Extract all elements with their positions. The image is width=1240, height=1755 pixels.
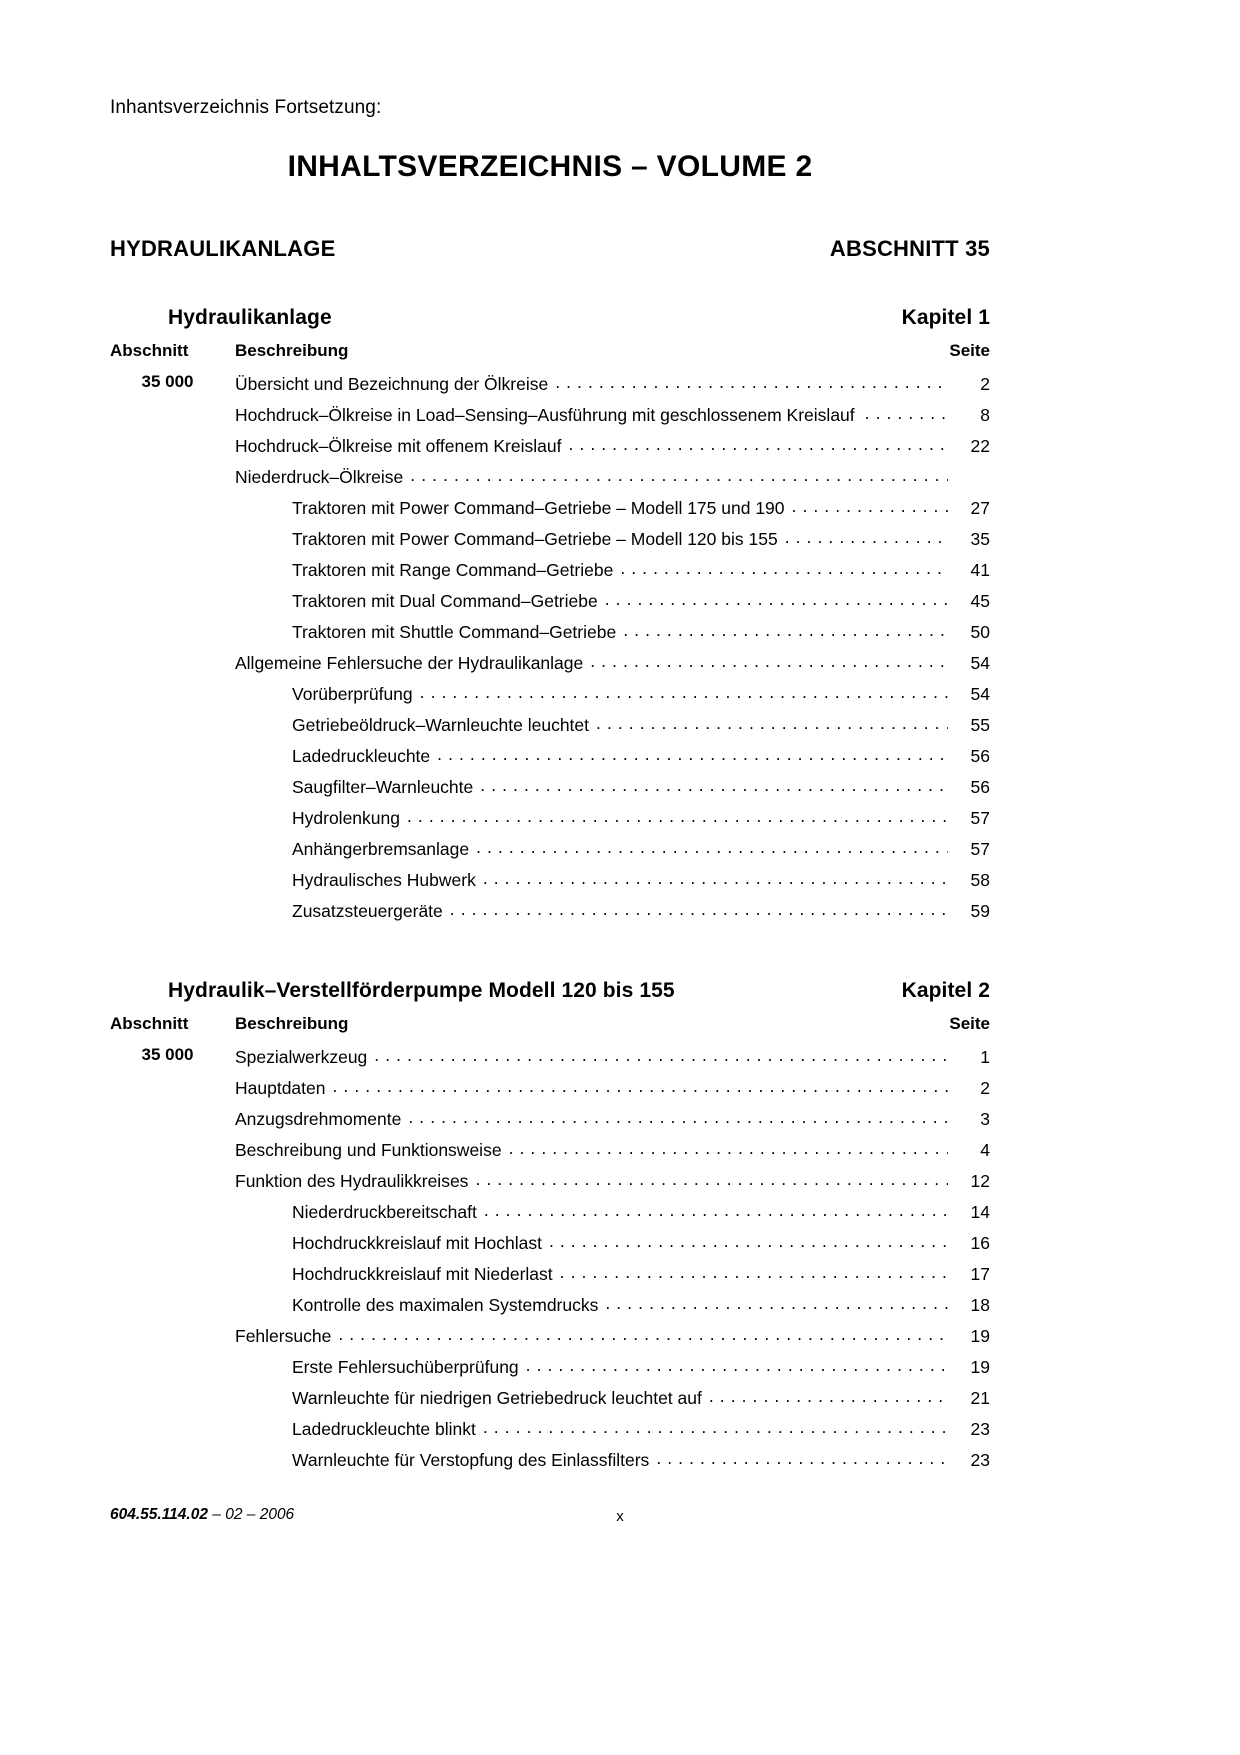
toc-entry-page: 23 xyxy=(970,1449,990,1470)
toc-entry-label: Hydraulisches Hubwerk xyxy=(292,869,476,890)
column-header-description: Beschreibung xyxy=(235,1014,349,1033)
toc-entry-page: 23 xyxy=(970,1418,990,1439)
toc-entry-page: 55 xyxy=(970,714,990,735)
toc-entry-page: 16 xyxy=(970,1232,990,1253)
toc-row[interactable] xyxy=(110,1383,990,1414)
section-label: ABSCHNITT 35 xyxy=(829,236,990,261)
dot-leader xyxy=(338,1324,948,1342)
toc-entry-page: 14 xyxy=(970,1201,990,1222)
page-footer xyxy=(110,1506,1130,1530)
toc-entry-page: 21 xyxy=(970,1387,990,1408)
chapter-title: Hydraulik–Verstellförderpumpe Modell 120 bis 155 xyxy=(168,979,675,1002)
toc-entry-page: 57 xyxy=(970,838,990,859)
dot-leader xyxy=(374,1045,948,1063)
toc-entry-page: 27 xyxy=(970,497,990,518)
toc-entry-label: Vorüberprüfung xyxy=(292,683,413,704)
toc-entry-label: Traktoren mit Shuttle Command–Getriebe xyxy=(292,621,617,642)
toc-row[interactable] xyxy=(110,1352,990,1383)
toc-entry-page: 3 xyxy=(980,1108,990,1129)
document-code-number: 604.55.114.02 xyxy=(110,1506,208,1523)
toc-entry-page: 35 xyxy=(970,528,990,549)
toc-entry-page: 12 xyxy=(970,1170,990,1191)
toc-entry-label: Saugfilter–Warnleuchte xyxy=(292,776,474,797)
toc-row[interactable] xyxy=(110,1321,990,1352)
dot-leader xyxy=(605,1293,948,1311)
toc-entry-label: Hochdruckkreislauf mit Hochlast xyxy=(292,1232,542,1253)
toc-row[interactable] xyxy=(110,741,990,772)
toc-entry-label: Getriebeöldruck–Warnleuchte leuchtet xyxy=(292,714,590,735)
toc-entry-label: Hydrolenkung xyxy=(292,807,400,828)
toc-entry-label: Traktoren mit Power Command–Getriebe – Modell 175 und 190 xyxy=(292,497,785,518)
toc-entry-label: Traktoren mit Range Command–Getriebe xyxy=(292,559,614,580)
toc-entry-label: Traktoren mit Power Command–Getriebe – Modell 120 bis 155 xyxy=(292,528,778,549)
document-code-suffix: – 02 – 2006 xyxy=(212,1506,295,1523)
dot-leader xyxy=(792,496,948,514)
toc-row[interactable] xyxy=(110,803,990,834)
toc-row[interactable] xyxy=(110,1135,990,1166)
toc-row[interactable] xyxy=(110,493,990,524)
toc-entry-page: 1 xyxy=(980,1046,990,1067)
continuation-note: Inhantsverzeichnis Fortsetzung: xyxy=(110,97,382,118)
dot-leader xyxy=(475,1169,948,1187)
toc-entry-label: Anhängerbremsanlage xyxy=(292,838,470,859)
dot-leader xyxy=(410,465,948,483)
toc-entry-label: Zusatzsteuergeräte xyxy=(292,900,443,921)
toc-row[interactable] xyxy=(110,1104,990,1135)
toc-entry-label: Fehlersuche xyxy=(235,1325,332,1346)
toc-entry-label: Hochdruck–Ölkreise in Load–Sensing–Ausführung mit geschlossenem Kreislauf xyxy=(235,404,855,425)
toc-row[interactable] xyxy=(110,1290,990,1321)
toc-entry-page: 41 xyxy=(970,559,990,580)
toc-row[interactable] xyxy=(110,617,990,648)
toc-row[interactable] xyxy=(110,1073,990,1104)
dot-leader xyxy=(450,899,948,917)
toc-entry-page: 8 xyxy=(980,404,990,425)
dot-leader xyxy=(623,620,948,638)
toc-row[interactable] xyxy=(110,462,990,493)
dot-leader xyxy=(420,682,948,700)
dot-leader xyxy=(408,1107,948,1125)
toc-entry-label: Hochdruckkreislauf mit Niederlast xyxy=(292,1263,553,1284)
toc-entry-page: 54 xyxy=(970,683,990,704)
toc-entry-page: 50 xyxy=(970,621,990,642)
toc-row[interactable] xyxy=(110,896,990,927)
toc-entry-label: Allgemeine Fehlersuche der Hydraulikanlage xyxy=(235,652,584,673)
dot-leader xyxy=(483,868,948,886)
toc-row[interactable] xyxy=(110,431,990,462)
chapter-header-1 xyxy=(110,306,990,330)
toc-row[interactable] xyxy=(110,586,990,617)
dot-leader xyxy=(476,837,948,855)
toc-entry-page: 57 xyxy=(970,807,990,828)
toc-row[interactable] xyxy=(110,555,990,586)
toc-row[interactable] xyxy=(110,1042,990,1073)
toc-entry-page: 58 xyxy=(970,869,990,890)
toc-entry-page: 54 xyxy=(970,652,990,673)
column-headers-2 xyxy=(110,1014,990,1038)
section-number: 35 000 xyxy=(141,372,194,391)
toc-entry-page: 19 xyxy=(970,1325,990,1346)
column-header-section: Abschnitt xyxy=(110,1014,189,1033)
chapter-header-2 xyxy=(110,979,990,1003)
column-headers-1 xyxy=(110,341,990,365)
dot-leader xyxy=(549,1231,948,1249)
chapter-label: Kapitel 2 xyxy=(901,979,990,1002)
column-header-page: Seite xyxy=(949,1014,990,1033)
dot-leader xyxy=(526,1355,948,1373)
toc-row[interactable] xyxy=(110,772,990,803)
toc-list-chapter-2 xyxy=(110,1042,990,1476)
toc-row[interactable] xyxy=(110,524,990,555)
dot-leader xyxy=(437,744,948,762)
column-header-section: Abschnitt xyxy=(110,341,189,360)
toc-row[interactable] xyxy=(110,1414,990,1445)
toc-entry-page: 2 xyxy=(980,1077,990,1098)
dot-leader xyxy=(333,1076,949,1094)
toc-row[interactable] xyxy=(110,1166,990,1197)
dot-leader xyxy=(865,403,948,421)
toc-entry-label: Ladedruckleuchte xyxy=(292,745,431,766)
page-folio: x xyxy=(616,1508,624,1525)
toc-entry-label: Niederdruck–Ölkreise xyxy=(235,466,404,487)
page-content xyxy=(110,0,990,1476)
toc-entry-page: 19 xyxy=(970,1356,990,1377)
dot-leader xyxy=(596,713,948,731)
toc-row[interactable] xyxy=(110,1197,990,1228)
dot-leader xyxy=(480,775,948,793)
toc-row[interactable] xyxy=(110,1445,990,1476)
toc-row[interactable] xyxy=(110,1228,990,1259)
column-header-page: Seite xyxy=(949,341,990,360)
dot-leader xyxy=(620,558,948,576)
toc-entry-page: 4 xyxy=(980,1139,990,1160)
toc-entry-label: Erste Fehlersuchüberprüfung xyxy=(292,1356,519,1377)
toc-row[interactable] xyxy=(110,710,990,741)
toc-entry-label: Übersicht und Bezeichnung der Ölkreise xyxy=(235,373,549,394)
toc-entry-page: 22 xyxy=(970,435,990,456)
dot-leader xyxy=(509,1138,948,1156)
toc-row[interactable] xyxy=(110,865,990,896)
toc-entry-page: 17 xyxy=(970,1263,990,1284)
page-title: INHALTSVERZEICHNIS – VOLUME 2 xyxy=(287,150,813,183)
toc-row[interactable] xyxy=(110,834,990,865)
toc-entry-label: Funktion des Hydraulikkreises xyxy=(235,1170,469,1191)
column-header-description: Beschreibung xyxy=(235,341,349,360)
dot-leader xyxy=(590,651,948,669)
toc-entry-label: Warnleuchte für Verstopfung des Einlassfilters xyxy=(292,1449,650,1470)
toc-entry-page: 56 xyxy=(970,776,990,797)
toc-list-chapter-1 xyxy=(110,369,990,927)
toc-entry-label: Hauptdaten xyxy=(235,1077,326,1098)
toc-entry-label: Niederdruckbereitschaft xyxy=(292,1201,477,1222)
toc-entry-page: 59 xyxy=(970,900,990,921)
toc-entry-page: 56 xyxy=(970,745,990,766)
toc-entry-page: 45 xyxy=(970,590,990,611)
toc-entry-label: Beschreibung und Funktionsweise xyxy=(235,1139,502,1160)
toc-row[interactable] xyxy=(110,648,990,679)
dot-leader xyxy=(484,1200,948,1218)
dot-leader xyxy=(560,1262,948,1280)
chapter-label: Kapitel 1 xyxy=(901,306,990,329)
toc-row[interactable] xyxy=(110,400,990,431)
dot-leader xyxy=(555,372,948,390)
toc-entry-page: 18 xyxy=(970,1294,990,1315)
toc-row[interactable] xyxy=(110,369,990,400)
toc-entry-label: Traktoren mit Dual Command–Getriebe xyxy=(292,590,598,611)
chapter-title: Hydraulikanlage xyxy=(168,306,332,329)
dot-leader xyxy=(568,434,948,452)
dot-leader xyxy=(483,1417,948,1435)
toc-entry-label: Kontrolle des maximalen Systemdrucks xyxy=(292,1294,599,1315)
toc-entry-label: Warnleuchte für niedrigen Getriebedruck leuchtet auf xyxy=(292,1387,702,1408)
toc-entry-label: Ladedruckleuchte blinkt xyxy=(292,1418,476,1439)
toc-entry-label: Anzugsdrehmomente xyxy=(235,1108,402,1129)
system-section-bar xyxy=(110,236,990,262)
toc-row[interactable] xyxy=(110,679,990,710)
dot-leader xyxy=(605,589,948,607)
toc-entry-label: Spezialwerkzeug xyxy=(235,1046,368,1067)
toc-entry-page: 2 xyxy=(980,373,990,394)
section-number: 35 000 xyxy=(141,1045,194,1064)
dot-leader xyxy=(407,806,948,824)
toc-entry-label: Hochdruck–Ölkreise mit offenem Kreislauf xyxy=(235,435,562,456)
dot-leader xyxy=(656,1448,948,1466)
system-name: HYDRAULIKANLAGE xyxy=(110,236,336,261)
dot-leader xyxy=(785,527,948,545)
dot-leader xyxy=(709,1386,948,1404)
toc-row[interactable] xyxy=(110,1259,990,1290)
